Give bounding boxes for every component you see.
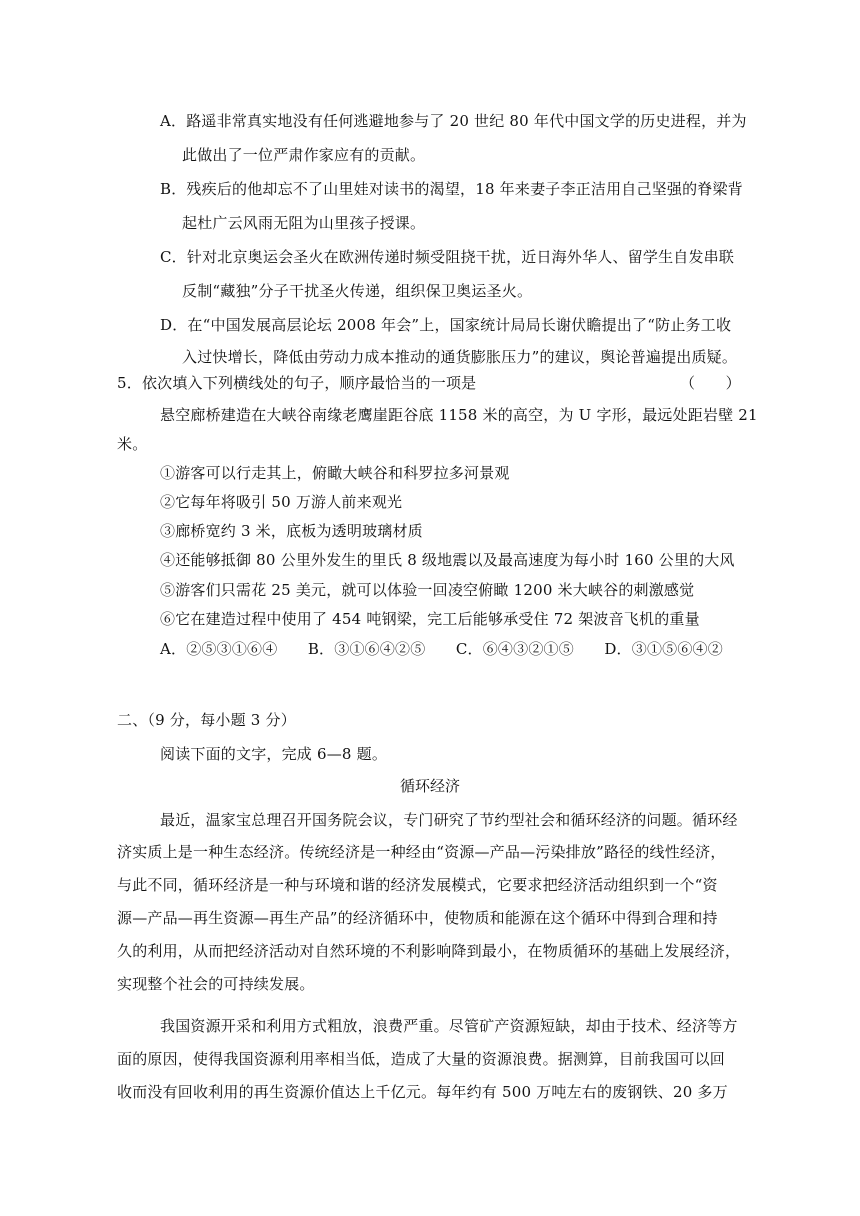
option-c-line-2: 反制“藏独”分子干扰圣火传递，组织保卫奥运圣火。 bbox=[182, 282, 533, 300]
question-5-item-4: ④还能够抵御 80 公里外发生的里氏 8 级地震以及最高速度为每小时 160 公里的大风 bbox=[160, 551, 735, 569]
paragraph-1-line-2: 济实质上是一种生态经济。传统经济是一种经由“资源—产品—污染排放”路径的线性经济， bbox=[117, 843, 726, 861]
option-b-line-2: 起杜广云风雨无阻为山里孩子授课。 bbox=[182, 214, 426, 232]
question-5-choices: A．②⑤③①⑥④ B．③①⑥④②⑤ C．⑥④③②①⑤ D．③①⑤⑥④② bbox=[160, 640, 723, 658]
option-d-line-1: D．在“中国发展高层论坛 2008 年会”上，国家统计局局长谢伏瞻提出了“防止务工收 bbox=[160, 316, 732, 334]
article-title: 循环经济 bbox=[399, 777, 460, 795]
question-5-item-6: ⑥它在建造过程中使用了 454 吨钢梁，完工后能够承受住 72 架波音飞机的重量 bbox=[160, 610, 700, 628]
option-d-line-2: 入过快增长，降低由劳动力成本推动的通货膨胀压力”的建议，舆论普遍提出质疑。 bbox=[182, 348, 738, 366]
option-c-line-1: C．针对北京奥运会圣火在欧洲传递时频受阻挠干扰，近日海外华人、留学生自发串联 bbox=[160, 248, 735, 266]
question-5-stem: 5．依次填入下列横线处的句子，顺序最恰当的一项是 bbox=[117, 374, 477, 392]
paragraph-2-line-3: 收而没有回收利用的再生资源价值达上千亿元。每年约有 500 万吨左右的废钢铁、20 多万 bbox=[117, 1083, 728, 1101]
question-5-item-2: ②它每年将吸引 50 万游人前来观光 bbox=[160, 493, 403, 511]
paragraph-2-line-1: 我国资源开采和利用方式粗放，浪费严重。尽管矿产资源短缺，却由于技术、经济等方 bbox=[160, 1017, 738, 1035]
paragraph-1-line-3: 与此不同，循环经济是一种与环境和谐的经济发展模式，它要求把经济活动组织到一个“资 bbox=[117, 876, 718, 894]
question-5-item-1: ①游客可以行走其上，俯瞰大峡谷和科罗拉多河景观 bbox=[160, 464, 510, 482]
question-5-passage-line-2: 米。 bbox=[117, 435, 148, 453]
section-2-heading: 二、（9 分，每小题 3 分） bbox=[117, 711, 296, 729]
paragraph-1-line-1: 最近，温家宝总理召开国务院会议，专门研究了节约型社会和循环经济的问题。循环经 bbox=[160, 811, 738, 829]
option-a-line-2: 此做出了一位严肃作家应有的贡献。 bbox=[182, 146, 426, 164]
paragraph-1-line-6: 实现整个社会的可持续发展。 bbox=[117, 975, 315, 993]
question-5-passage-line-1: 悬空廊桥建造在大峡谷南缘老鹰崖距谷底 1158 米的高空，为 U 字形，最远处距岩壁 21 bbox=[160, 406, 758, 424]
question-5-answer-paren: （ ） bbox=[680, 374, 741, 392]
question-5-item-3: ③廊桥宽约 3 米，底板为透明玻璃材质 bbox=[160, 522, 423, 540]
paragraph-1-line-4: 源—产品—再生资源—再生产品”的经济循环中，使物质和能源在这个循环中得到合理和持 bbox=[117, 909, 718, 927]
option-b-line-1: B．残疾后的他却忘不了山里娃对读书的渴望，18 年来妻子李正洁用自己坚强的脊梁背 bbox=[160, 180, 743, 198]
question-5-item-5: ⑤游客们只需花 25 美元，就可以体验一回凌空俯瞰 1200 米大峡谷的刺激感觉 bbox=[160, 581, 695, 599]
paragraph-1-line-5: 久的利用，从而把经济活动对自然环境的不利影响降到最小，在物质循环的基础上发展经济， bbox=[117, 942, 741, 960]
option-a-line-1: A．路遥非常真实地没有任何逃避地参与了 20 世纪 80 年代中国文学的历史进程，并为 bbox=[160, 112, 747, 130]
paragraph-2-line-2: 面的原因，使得我国资源利用率相当低，造成了大量的资源浪费。据测算，目前我国可以回 bbox=[117, 1050, 726, 1068]
section-2-instruction: 阅读下面的文字，完成 6—8 题。 bbox=[160, 745, 388, 763]
